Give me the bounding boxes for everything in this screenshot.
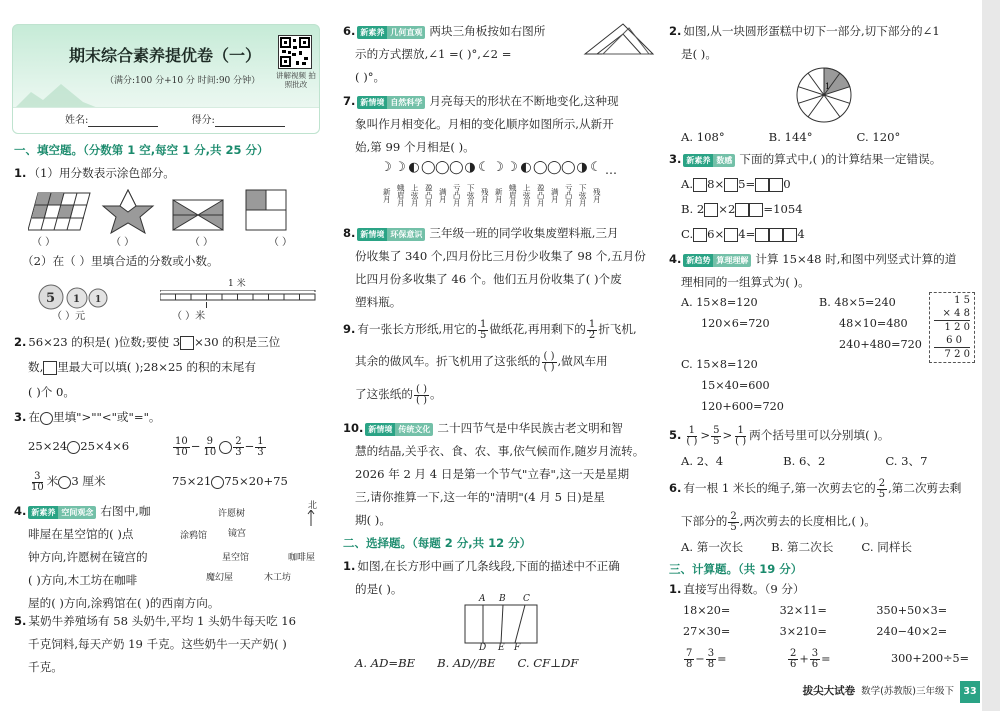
coins-icon — [38, 284, 108, 310]
q2-line3: ( )个 0。 — [28, 385, 75, 399]
q9: 9. 有一张长方形纸,用它的 $\frac{1}{5}$ 做纸花,再用剩下的 $\frac{1}{2}$ 折飞机, — [343, 318, 637, 341]
option-c[interactable]: C. CF⊥DF — [517, 656, 579, 670]
exam-title: 期末综合素养提优卷（一） — [69, 46, 262, 65]
set-squares-icon — [583, 22, 655, 58]
q3-circle-3[interactable] — [58, 476, 71, 489]
moon-icon: ◑ — [464, 160, 476, 175]
calc-item[interactable]: 240−40×2= — [876, 625, 948, 638]
moon-phase-10 — [505, 160, 519, 214]
tag-new-context: 新情境 环保意识 — [357, 228, 425, 241]
rectangle-lines-figure: A B C D E F — [463, 596, 543, 652]
q4: 4. 新素养 空间观念 右图中,咖 — [14, 504, 151, 518]
q6-l3: ( )°。 — [355, 70, 386, 84]
tag-new-literacy: 新素养 数感 — [683, 154, 735, 167]
q4-l5: 屋的( )方向,涂鸦馆在( )的西南方向。 — [28, 596, 220, 610]
tag-new-context: 新情境 传统文化 — [365, 423, 433, 436]
moon-phase-4 — [421, 160, 435, 214]
moon-icon: ◑ — [576, 160, 588, 175]
q8-l2: 份收集了 340 个,四月份比三月份少收集了 98 个,五月份 — [355, 249, 646, 263]
moon-phase-label: 盈凸月 — [536, 183, 546, 207]
q2-2: 2. 如图,从一块圆形蛋糕中切下一部分,切下部分的∠1 — [669, 24, 940, 38]
q2-4-option-a[interactable]: A. 15×8=120 120×6=720 — [681, 296, 770, 330]
q7-l2: 象叫作月相变化。月相的变化顺序如图所示,从新开 — [355, 117, 614, 131]
svg-text:1: 1 — [95, 295, 102, 305]
q2-5-options: A. 2、4 B. 6、2 C. 3、7 — [681, 454, 928, 468]
qr-code-icon[interactable] — [278, 35, 312, 69]
moon-phase-label: 下弦月 — [466, 183, 476, 207]
q1: 1. （1）用分数表示涂色部分。 — [14, 166, 175, 180]
moon-phase-label: 新月 — [382, 187, 392, 203]
q2-6-l2: 下部分的 $\frac{2}{5}$ ,两次剪去的长度相比,( )。 — [681, 510, 876, 533]
moon-icon: ◯ — [533, 160, 548, 175]
moon-phase-label: 上弦月 — [522, 183, 532, 207]
q2-2-options: A. 108° B. 144° C. 120° — [681, 130, 901, 144]
ruler-label: 1 米 — [228, 279, 246, 289]
cake-circle-figure — [795, 66, 853, 124]
moon-icon: ◯ — [547, 160, 562, 175]
moon-icon: ☽ — [506, 160, 518, 175]
moon-icon: ◯ — [421, 160, 436, 175]
mountain-decoration-icon — [13, 80, 103, 110]
q4-map: 北 许愿树 涂鸦馆 镜宫 星空馆 咖啡屋 魔幻屋 木工坊 — [180, 501, 318, 583]
q8: 8. 新情境 环保意识 三年级一班的同学收集废塑料瓶,三月 — [343, 226, 619, 240]
q3-row2-right: 75×21 75×20+75 — [172, 474, 288, 488]
q1-yuan-blank[interactable]: （ ）元 — [52, 311, 86, 322]
moon-phase-label: 残月 — [592, 187, 602, 203]
q3-row1: 25×24 25×4×6 — [28, 439, 130, 453]
q10: 10. 新情境 传统文化 二十四节气是中华民族古老文明和智 — [343, 421, 623, 435]
north-arrow-icon — [306, 510, 316, 526]
section-fill-blank-head: 一、填空题。（分数第 1 空,每空 1 分,共 25 分） — [14, 143, 269, 157]
q5-l3: 千克。 — [28, 660, 63, 674]
q3-1: 1. 直接写出得数。（9 分） — [669, 582, 805, 596]
q2-3-opt-a[interactable]: A. 8× 5= 0 — [681, 177, 791, 191]
q3-row1-right: $\frac{10}{10}$ − $\frac{9}{10}$ $\frac{2}{3}$ − $\frac{1}{3}$ — [175, 435, 264, 458]
option-a[interactable]: A. AD=BE — [355, 656, 416, 670]
q2-6-options: A. 第一次长 B. 第二次长 C. 同样长 — [681, 540, 913, 554]
q10-l3: 2026 年 2 月 4 日是第一个节气"立春",这一天是星期 — [355, 467, 630, 481]
name-score-bar — [13, 107, 319, 133]
score-label: 得分: — [191, 115, 215, 126]
moon-icon: ☽ — [394, 160, 406, 175]
moon-icon: ◯ — [435, 160, 450, 175]
moon-phase-label: 下弦月 — [578, 183, 588, 207]
moon-icon: ☽ — [492, 160, 504, 175]
calc-row — [683, 621, 973, 642]
name-label: 姓名: — [65, 115, 89, 126]
q2-3-opt-c[interactable]: C. 6× 4= 4 — [681, 227, 805, 241]
q3: 3. 在 里填">""<"或"="。 — [14, 410, 161, 424]
tag-new-literacy: 新素养 几何直观 — [357, 26, 425, 39]
moon-phase-label: 上弦月 — [410, 183, 420, 207]
q6: 6. 新素养 几何直观 两块三角板按如右图所 — [343, 24, 546, 38]
exam-subtitle: （满分:100 分+10 分 时间:90 分钟） — [105, 76, 261, 86]
calc-row-3: $\frac{7}{8}$ − $\frac{3}{8}$ = $\frac{2}{6}$ + $\frac{3}{6}$ = 300+200÷5= — [686, 647, 969, 670]
moon-phase-2 — [393, 160, 407, 214]
moon-phase-label: 蛾眉月 — [396, 183, 406, 207]
moon-phase-8 — [477, 160, 491, 214]
tag-new-context: 新情境 自然科学 — [357, 96, 425, 109]
moon-phase-11 — [519, 160, 533, 214]
q2-4-option-c[interactable]: C. 15×8=120 15×40=600 120+600=720 — [681, 358, 784, 413]
q5-l2: 千克饲料,每天产奶 19 千克。这些奶牛一天产奶( ) — [28, 637, 287, 651]
moon-icon: ◯ — [561, 160, 576, 175]
moon-phase-9 — [491, 160, 505, 214]
q2-1: 1. 如图,在长方形中画了几条线段,下面的描述中不正确 — [343, 559, 620, 573]
moon-phase-14 — [561, 160, 575, 214]
q2-line2: 数, 里最大可以填( );28×25 的积的末尾有 — [28, 360, 256, 374]
q2-box-1[interactable] — [180, 336, 194, 350]
calc-grid — [683, 600, 973, 642]
moon-phase-3 — [407, 160, 421, 214]
column-middle — [335, 0, 655, 711]
ellipsis: … — [605, 163, 617, 177]
moon-phase-5 — [435, 160, 449, 214]
tag-new-trend: 新趋势 算理理解 — [683, 254, 751, 267]
moon-phase-label: 新月 — [494, 187, 504, 203]
q3-circle-4[interactable] — [211, 476, 224, 489]
q7-l3: 始,第 99 个月相是( )。 — [355, 140, 475, 154]
moon-icon: ◯ — [449, 160, 464, 175]
name-field[interactable] — [88, 115, 158, 127]
q2-6: 6. 有一根 1 米长的绳子,第一次剪去它的 $\frac{2}{5}$ ,第二次剪去剩 — [669, 477, 962, 500]
q2-4: 4. 新趋势 算理理解 计算 15×48 时,和图中列竖式计算的道 — [669, 252, 957, 266]
svg-text:1: 1 — [73, 294, 80, 305]
page-number: 33 — [960, 681, 980, 703]
qr-label: 讲解视频 拍照批改 — [276, 71, 316, 89]
rectangle-arrow-shape — [173, 200, 223, 230]
parallelogram-grid-shape — [28, 193, 90, 230]
square-split-shape — [246, 190, 286, 230]
q2-1-options — [355, 652, 655, 675]
q1-mi-blank[interactable]: （ ）米 — [172, 311, 206, 322]
brand-label: 拔尖大试卷 — [802, 685, 856, 697]
q2: 2. 56×23 的积是( )位数;要使 3 ×30 的积是三位 — [14, 335, 281, 349]
column-left — [0, 0, 328, 711]
q1-blanks: （ ） （ ） （ ） （ ） — [32, 237, 292, 248]
page-footer — [803, 680, 980, 702]
score-field[interactable] — [215, 115, 285, 127]
q10-l5: 期( )。 — [355, 513, 391, 527]
q4-l2: 啡屋在星空馆的( )点 — [28, 527, 134, 541]
moon-phase-7 — [463, 160, 477, 214]
q8-l4: 塑料瓶。 — [355, 295, 402, 309]
q4-l3: 钟方向,许愿树在镜宫的 — [28, 550, 148, 564]
q7: 7. 新情境 自然科学 月亮每天的形状在不断地变化,这种现 — [343, 94, 619, 108]
vertical-multiplication: 1 5 × 4 8 1 2 0 6 0 7 2 0 — [929, 292, 975, 363]
q3-circle-1[interactable] — [67, 441, 80, 454]
moon-phase-16 — [589, 160, 603, 214]
svg-text:5: 5 — [46, 291, 56, 306]
q2-4-l2: 理相同的一组算式为( )。 — [681, 275, 810, 289]
section-calc-head: 三、计算题。（共 19 分） — [669, 562, 803, 576]
q2-1-l2: 的是( )。 — [355, 582, 403, 596]
moon-phase-6 — [449, 160, 463, 214]
calc-item[interactable]: 27×30= — [683, 625, 731, 638]
moon-phase-label: 蛾眉月 — [508, 183, 518, 207]
moon-phase-label: 盈凸月 — [424, 183, 434, 207]
q1-part2: （2）在（ ）里填合适的分数或小数。 — [22, 254, 219, 268]
moon-icon: ☾ — [478, 160, 490, 175]
moon-phase-15 — [575, 160, 589, 214]
moon-icon: ◐ — [408, 160, 420, 175]
exam-header — [12, 24, 320, 134]
moon-phase-sequence — [379, 160, 629, 218]
moon-phase-label: 满月 — [438, 187, 448, 203]
q10-l4: 三,请你推算一下,这一年的"清明"(4 月 5 日)是星 — [355, 490, 605, 504]
q4-l4: ( )方向,木工坊在咖啡 — [28, 573, 138, 587]
subject-label: 数学(苏教版)三年级下 — [861, 686, 954, 697]
calc-row — [683, 600, 973, 621]
q2-3: 3. 新素养 数感 下面的算式中,( )的计算结果一定错误。 — [669, 152, 942, 166]
q6-l2: 示的方式摆放,∠1 =( )°,∠2 = — [355, 47, 512, 61]
q3-circle-2[interactable] — [219, 441, 232, 454]
moon-phase-label: 亏凸月 — [564, 183, 574, 207]
moon-phase-12 — [533, 160, 547, 214]
q2-5: 5. $\frac{1}{( )}$ > $\frac{5}{5}$ > $\frac{1}{( )}$ 两个括号里可以分别填( )。 — [669, 424, 890, 447]
q1-shapes — [28, 188, 288, 238]
calc-item[interactable]: 18×20= — [683, 604, 731, 617]
q5: 5. 某奶牛养殖场有 58 头奶牛,平均 1 头奶牛每天吃 16 — [14, 614, 297, 628]
star-shape — [103, 190, 153, 233]
q2-4-option-b[interactable]: B. 48×5=240 48×10=480 240+480=720 — [819, 296, 922, 351]
column-right — [663, 0, 1000, 711]
q2-box-2[interactable] — [43, 361, 57, 375]
q9-l3: 了这张纸的 $\frac{( )}{( )}$ 。 — [355, 383, 442, 406]
moon-icon: ◐ — [520, 160, 532, 175]
moon-phase-label: 满月 — [550, 187, 560, 203]
q2-3-opt-b[interactable]: B. 2 ×2 =1054 — [681, 202, 803, 216]
moon-phase-1 — [379, 160, 393, 214]
q2-2-l2: 是( )。 — [681, 47, 717, 61]
calc-item[interactable]: 350+50×3= — [876, 604, 948, 617]
q3-row2: $\frac{3}{10}$ 米 3 厘米 — [31, 470, 106, 493]
moon-phase-label: 残月 — [480, 187, 490, 203]
ruler-icon — [160, 290, 320, 310]
svg-text:1: 1 — [825, 82, 831, 91]
calc-item[interactable]: 3×210= — [779, 625, 827, 638]
section-choice-head: 二、选择题。（每题 2 分,共 12 分） — [343, 536, 532, 550]
binding-edge — [982, 0, 1000, 711]
q10-l2: 慧的结晶,关乎衣、食、农、事,依气候而作,随岁月流转。 — [355, 444, 645, 458]
q3-circle-sample — [40, 412, 53, 425]
moon-icon: ☾ — [590, 160, 602, 175]
option-b[interactable]: B. AD//BE — [437, 656, 496, 670]
moon-phase-label: 亏凸月 — [452, 183, 462, 207]
moon-phase-13 — [547, 160, 561, 214]
tag-new-literacy: 新素养 空间观念 — [28, 506, 96, 519]
q8-l3: 比四月份多收集了 46 个。他们五月份收集了( )个废 — [355, 272, 622, 286]
moon-icon: ☽ — [380, 160, 392, 175]
calc-item[interactable]: 32×11= — [779, 604, 827, 617]
q9-l2: 其余的做风车。折飞机用了这张纸的 $\frac{( )}{( )}$ ,做风车用 — [355, 350, 608, 373]
